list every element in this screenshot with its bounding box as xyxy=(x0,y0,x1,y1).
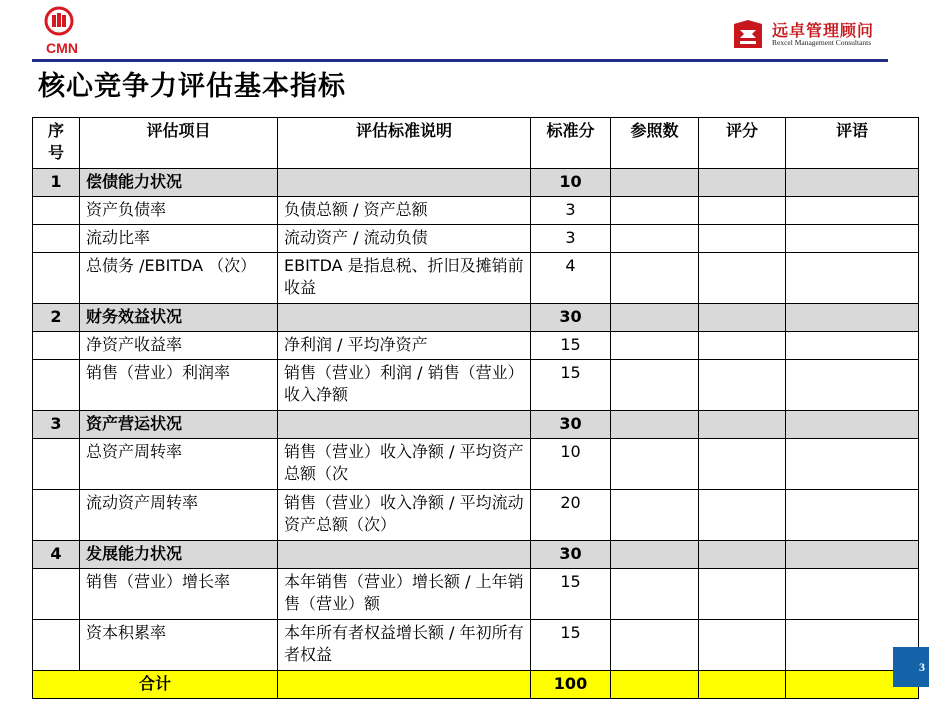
cell-std: 3 xyxy=(531,225,611,253)
cell-seq xyxy=(33,569,80,620)
header-ref: 参照数 xyxy=(611,118,699,169)
cell-item: 资本积累率 xyxy=(80,620,278,671)
table-total-row xyxy=(33,671,919,699)
header-std: 标准分 xyxy=(531,118,611,169)
cell-score xyxy=(699,671,786,699)
header-rule xyxy=(32,59,888,62)
table-row xyxy=(33,439,919,490)
cell-ref xyxy=(611,569,699,620)
cell-item: 流动资产周转率 xyxy=(80,490,278,541)
cell-item: 净资产收益率 xyxy=(80,332,278,360)
cell-comment xyxy=(786,169,919,197)
table-row xyxy=(33,411,919,439)
cell-item: 总资产周转率 xyxy=(80,439,278,490)
table-row xyxy=(33,253,919,304)
cell-std: 3 xyxy=(531,197,611,225)
cell-ref xyxy=(611,197,699,225)
cell-seq xyxy=(33,360,80,411)
cell-desc: 流动资产 / 流动负债 xyxy=(278,225,531,253)
cell-comment xyxy=(786,332,919,360)
table-row xyxy=(33,569,919,620)
cell-desc: 净利润 / 平均净资产 xyxy=(278,332,531,360)
cell-item: 流动比率 xyxy=(80,225,278,253)
cell-std: 15 xyxy=(531,360,611,411)
cell-ref xyxy=(611,304,699,332)
cell-std: 30 xyxy=(531,411,611,439)
cell-item: 销售（营业）增长率 xyxy=(80,569,278,620)
header-comment: 评语 xyxy=(786,118,919,169)
cell-desc xyxy=(278,169,531,197)
cell-score xyxy=(699,197,786,225)
cell-item: 资产负债率 xyxy=(80,197,278,225)
table-row xyxy=(33,304,919,332)
cell-item: 偿债能力状况 xyxy=(80,169,278,197)
cell-std: 15 xyxy=(531,332,611,360)
header-seq: 序号 xyxy=(33,118,80,169)
table-row xyxy=(33,169,919,197)
cell-score xyxy=(699,439,786,490)
cell-score xyxy=(699,360,786,411)
cell-score xyxy=(699,332,786,360)
cell-std: 15 xyxy=(531,620,611,671)
cell-seq xyxy=(33,225,80,253)
cell-comment xyxy=(786,541,919,569)
cell-score xyxy=(699,169,786,197)
table-row xyxy=(33,490,919,541)
cell-std: 15 xyxy=(531,569,611,620)
cell-comment xyxy=(786,490,919,541)
cell-desc: 销售（营业）收入净额 / 平均流动资产总额（次） xyxy=(278,490,531,541)
page-title: 核心竞争力评估基本指标 xyxy=(38,71,346,102)
cell-item: 销售（营业）利润率 xyxy=(80,360,278,411)
cell-seq xyxy=(33,253,80,304)
cmn-logo-text: CMN xyxy=(46,40,78,56)
cell-comment xyxy=(786,439,919,490)
cell-comment xyxy=(786,197,919,225)
cell-std: 20 xyxy=(531,490,611,541)
cell-seq xyxy=(33,490,80,541)
brand-subtitle: Rexcel Management Consultants xyxy=(772,38,872,47)
total-label: 合计 xyxy=(33,671,278,699)
header-score: 评分 xyxy=(699,118,786,169)
cell-ref xyxy=(611,332,699,360)
indicator-table xyxy=(32,117,919,699)
cell-item: 发展能力状况 xyxy=(80,541,278,569)
cmn-logo xyxy=(40,6,84,58)
cell-comment xyxy=(786,411,919,439)
total-std: 100 xyxy=(531,671,611,699)
cell-std: 4 xyxy=(531,253,611,304)
cell-desc xyxy=(278,671,531,699)
cell-desc: 销售（营业）利润 / 销售（营业）收入净额 xyxy=(278,360,531,411)
cell-std: 30 xyxy=(531,304,611,332)
cell-seq xyxy=(33,439,80,490)
cell-seq: 1 xyxy=(33,169,80,197)
cell-ref xyxy=(611,620,699,671)
cell-comment xyxy=(786,253,919,304)
cell-seq: 4 xyxy=(33,541,80,569)
cell-ref xyxy=(611,411,699,439)
cell-ref xyxy=(611,253,699,304)
cell-comment xyxy=(786,304,919,332)
header-desc: 评估标准说明 xyxy=(278,118,531,169)
cell-ref xyxy=(611,360,699,411)
cell-comment xyxy=(786,569,919,620)
brand-mark-icon xyxy=(732,18,766,52)
cell-score xyxy=(699,569,786,620)
cell-ref xyxy=(611,490,699,541)
cell-desc: 销售（营业）收入净额 / 平均资产总额（次 xyxy=(278,439,531,490)
table-header-row xyxy=(33,118,919,169)
cell-score xyxy=(699,411,786,439)
cell-ref xyxy=(611,439,699,490)
cell-score xyxy=(699,541,786,569)
cell-seq: 2 xyxy=(33,304,80,332)
cell-score xyxy=(699,490,786,541)
cell-ref xyxy=(611,169,699,197)
cell-comment xyxy=(786,225,919,253)
cell-std: 10 xyxy=(531,439,611,490)
table-row xyxy=(33,620,919,671)
cell-desc: 本年所有者权益增长额 / 年初所有者权益 xyxy=(278,620,531,671)
cell-item: 总债务 /EBITDA （次） xyxy=(80,253,278,304)
cell-ref xyxy=(611,541,699,569)
cell-desc: 负债总额 / 资产总额 xyxy=(278,197,531,225)
cell-desc: 本年销售（营业）增长额 / 上年销售（营业）额 xyxy=(278,569,531,620)
brand-logo xyxy=(732,18,897,52)
cell-score xyxy=(699,225,786,253)
page-number: 3 xyxy=(893,647,929,687)
table-row xyxy=(33,197,919,225)
cell-score xyxy=(699,253,786,304)
cell-std: 30 xyxy=(531,541,611,569)
cell-desc xyxy=(278,411,531,439)
table-row xyxy=(33,360,919,411)
cell-seq xyxy=(33,332,80,360)
header-item: 评估项目 xyxy=(80,118,278,169)
cell-seq xyxy=(33,197,80,225)
cell-ref xyxy=(611,225,699,253)
cell-score xyxy=(699,304,786,332)
cell-desc xyxy=(278,304,531,332)
table-row xyxy=(33,541,919,569)
cell-comment xyxy=(786,360,919,411)
table-row xyxy=(33,332,919,360)
brand-name: 远卓管理顾问 xyxy=(772,21,875,40)
cell-item: 资产营运状况 xyxy=(80,411,278,439)
cmn-logo-icon xyxy=(44,6,74,36)
table-row xyxy=(33,225,919,253)
cell-desc: EBITDA 是指息税、折旧及摊销前收益 xyxy=(278,253,531,304)
cell-seq: 3 xyxy=(33,411,80,439)
cell-ref xyxy=(611,671,699,699)
cell-std: 10 xyxy=(531,169,611,197)
cell-item: 财务效益状况 xyxy=(80,304,278,332)
cell-desc xyxy=(278,541,531,569)
cell-score xyxy=(699,620,786,671)
cell-seq xyxy=(33,620,80,671)
